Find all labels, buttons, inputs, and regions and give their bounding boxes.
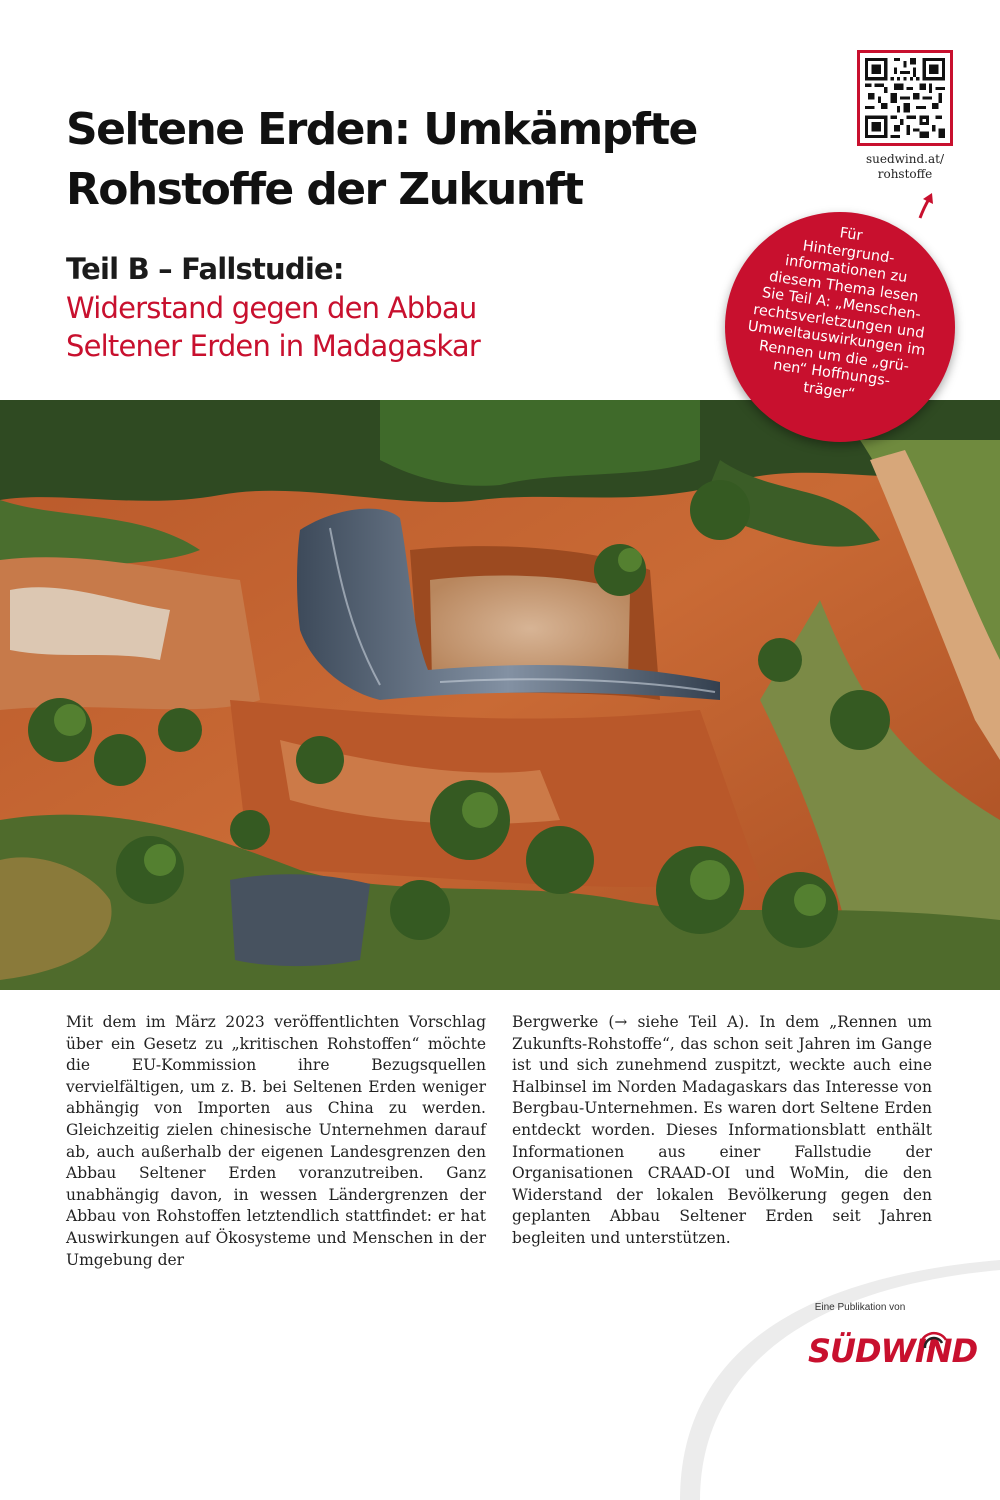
qr-code[interactable] [857, 50, 953, 146]
page-title [66, 100, 826, 220]
wind-arcs-icon [916, 1326, 952, 1352]
qr-caption-line-2: rohstoffe [877, 167, 933, 181]
body-column-right: Bergwerke (→ siehe Teil A). In dem „Rennen um Zukunfts-Rohstoffe“, das schon seit Jahren im Gange ist und sich zunehmend zuspitzt, weckte auch eine Halbinsel im Norden Madagaskars das Interesse von Bergbau-Unternehmen. Es waren dort Seltene Erden entdeckt worden. Dieses Informationsblatt enthält Informationen aus einer Fallstudie der Organisationen CRAAD-OI und WoMin, die den Widerstand der lokalen Bevölkerung gegen den geplanten Abbau Seltener Erden seit Jahren begleiten und unterstützen. [512, 1013, 932, 1247]
subtitle-line-1: Widerstand gegen den Abbau [66, 291, 477, 325]
publication-note: Eine Publikation von [814, 1302, 906, 1313]
qr-code-icon [865, 58, 945, 138]
suedwind-logo[interactable] [808, 1326, 978, 1376]
subtitle-label: Teil B – Fallstudie: [66, 252, 344, 286]
qr-caption-line-1: suedwind.at/ [865, 152, 945, 166]
info-circle-badge [725, 212, 955, 442]
arrow-up-icon [915, 190, 939, 220]
title-line-1: Seltene Erden: Umkämpfte [66, 104, 697, 155]
info-circle-text: Für Hintergrund- informationen zu diesem Thema lesen Sie Teil A: „Menschen- rechtsverletzungen und Umweltauswirkungen im Rennen um die „grü- nen“ Hoffnungs- träger“ [746, 225, 927, 403]
qr-caption[interactable] [840, 152, 970, 182]
title-line-2: Rohstoffe der Zukunft [66, 164, 583, 215]
mine-aerial-photo [0, 400, 1000, 990]
subtitle-line-2: Seltener Erden in Madagaskar [66, 329, 480, 363]
logo-text: SÜDWIND [808, 1332, 978, 1370]
body-column-left: Mit dem im März 2023 veröffentlichten Vorschlag über ein Gesetz zu „kritischen Rohstoffen“ möchte die EU-Kommission ihre Bezugsquellen vervielfältigen, um z. B. bei Seltenen Erden weniger abhängig von Importen aus China zu werden. Gleichzeitig zielen chinesische Unternehmen darauf ab, auch außerhalb der eigenen Landesgrenzen den Abbau Seltener Erden voranzutreiben. Ganz unabhängig davon, in wessen Ländergrenzen der Abbau von Rohstoffen letztendlich stattfindet: er hat Auswirkungen auf Ökosysteme und Menschen in der Umgebung der [66, 1013, 486, 1269]
subtitle-red [66, 289, 666, 365]
